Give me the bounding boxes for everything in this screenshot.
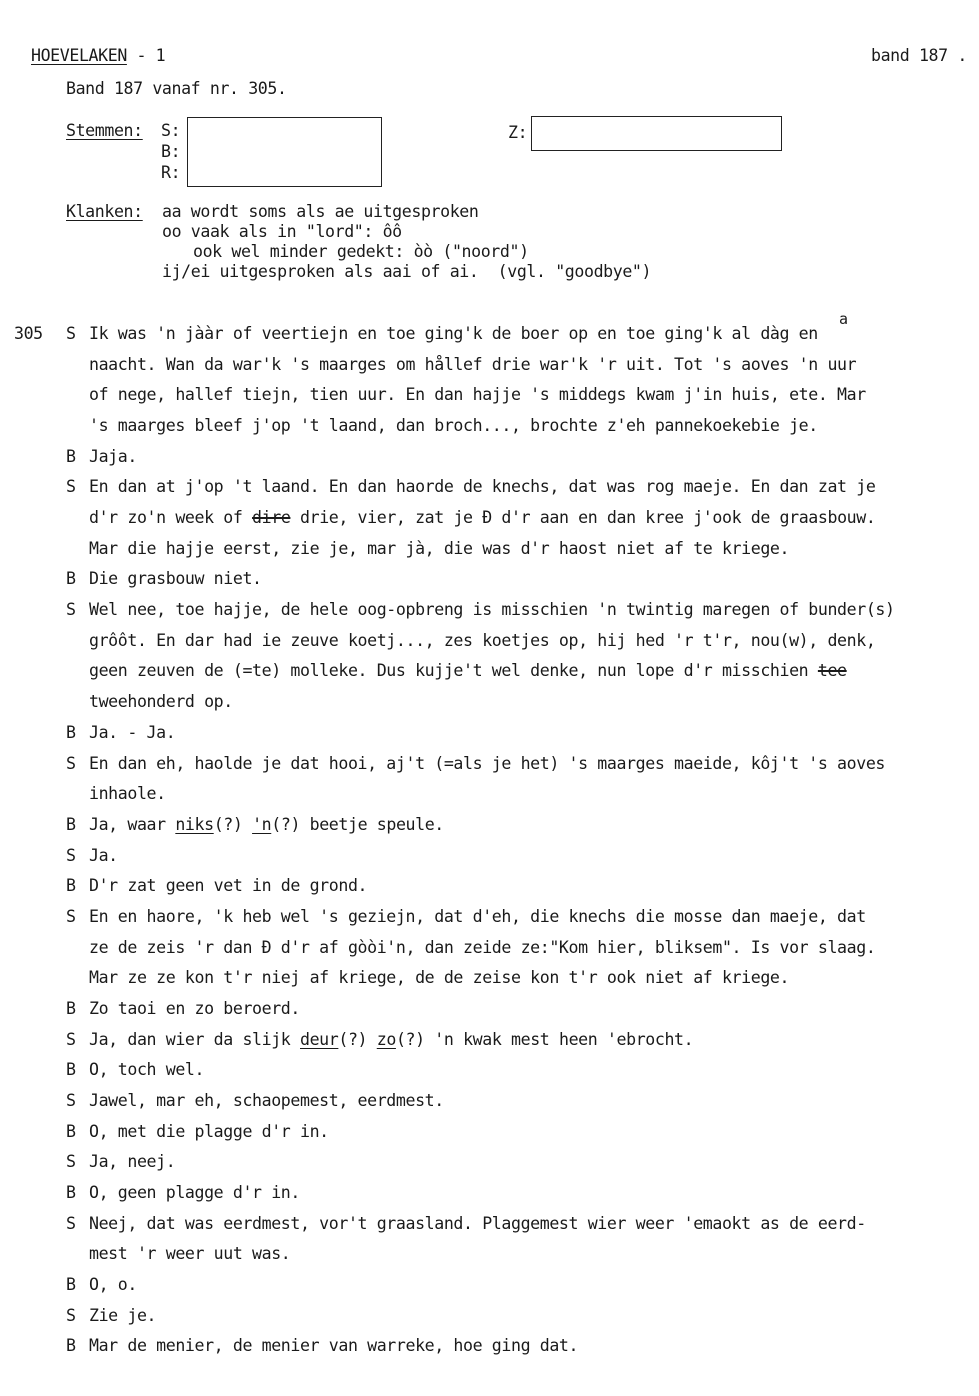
- line-text: En dan at j'op 't laand. En dan haorde de knechs, dat was rog maeje. En dan zat je: [89, 477, 876, 497]
- line-text: O, o.: [89, 1275, 137, 1295]
- line-text: Jaja.: [89, 446, 137, 466]
- line-text: of nege, hallef tiejn, tien uur. En dan hajje 's middegs kwam j'in huis, ete. Mar: [89, 385, 866, 405]
- uncertain-word: 'n: [252, 814, 272, 834]
- transcript-line: [89, 876, 367, 896]
- stemmen-box-right: [531, 116, 782, 151]
- line-text: tweehonderd op.: [89, 692, 233, 712]
- line-text: Ja. - Ja.: [89, 722, 176, 742]
- speaker-label: S: [66, 600, 76, 620]
- stemmen-box-left: [187, 117, 382, 187]
- accent-a-above: a: [839, 310, 848, 328]
- transcript-line: [89, 447, 137, 467]
- speaker-label: B: [66, 1183, 76, 1203]
- speaker-label: B: [66, 1275, 76, 1295]
- line-text: geen zeuven de (=te) molleke. Dus kujje't wel denke, nun lope d'r misschien: [89, 661, 809, 681]
- klanken-line-2: oo vaak als in "lord": ôô: [162, 222, 402, 241]
- line-text: grôôt. En dar had ie zeuve koetj..., zes koetjes op, hij hed 'r t'r, nou(w), denk,: [89, 630, 876, 650]
- transcript-line: [89, 569, 262, 589]
- transcript-line: [89, 661, 847, 681]
- line-text: Zie je.: [89, 1305, 157, 1325]
- line-text: O, toch wel.: [89, 1060, 205, 1080]
- line-text: D'r zat geen vet in de grond.: [89, 876, 368, 896]
- line-text: (?) 'n kwak mest heen 'ebrocht.: [395, 1029, 694, 1049]
- line-text: O, met die plagge d'r in.: [89, 1121, 329, 1141]
- transcript-line: [89, 1306, 156, 1326]
- fragment-number: 305: [14, 324, 43, 343]
- speaker-label: S: [66, 1091, 76, 1110]
- speaker-label: B: [66, 1336, 76, 1356]
- speaker-label: B: [66, 569, 76, 589]
- page-title: HOEVELAKEN: [31, 46, 127, 65]
- line-text: En en haore, 'k heb wel 's geziejn, dat d'eh, die knechs die mosse dan maeje, dat: [89, 906, 866, 926]
- speaker-label: B: [66, 814, 76, 834]
- stemmen-label: Stemmen:: [66, 121, 143, 140]
- space: [242, 508, 252, 527]
- transcript-line: [89, 846, 118, 866]
- transcript-line: [89, 1183, 300, 1203]
- speaker-label: B: [66, 446, 76, 466]
- transcript-line: [89, 416, 818, 436]
- subtitle: Band 187 vanaf nr. 305.: [66, 79, 287, 98]
- transcript-line: [89, 1152, 175, 1172]
- klanken-line-4: ij/ei uitgesproken als aai of ai. (vgl. "goodbye"): [162, 262, 652, 281]
- klanken-label: Klanken:: [66, 202, 143, 221]
- line-text: En dan eh, haolde je dat hooi, aj't (=als je het) 's maarges maeide, kôj't 's aoves: [89, 753, 885, 773]
- page-title-suffix: - 1: [126, 46, 166, 65]
- line-text: Mar ze ze kon t'r niej af kriege, de de zeise kon t'r ook niet af kriege.: [89, 968, 790, 988]
- line-text: (?) beetje speule.: [271, 814, 444, 834]
- klanken-line-3: ook wel minder gedekt: òò ("noord"): [193, 242, 529, 261]
- stemmen-s: S:: [161, 121, 181, 140]
- speaker-label: B: [66, 876, 76, 896]
- transcript-line: [89, 1336, 578, 1356]
- transcript-line: [89, 631, 875, 651]
- transcript-line: [89, 784, 166, 804]
- transcript-line: [89, 1030, 693, 1050]
- uncertain-word: zo: [376, 1029, 396, 1049]
- transcript-line: [89, 723, 175, 743]
- transcript-line: [89, 968, 789, 988]
- line-text: Ik was 'n jààr of veertiejn en toe ging'k de boer op en toe ging'k al dàg en: [89, 324, 818, 343]
- speaker-label: S: [66, 1152, 76, 1172]
- line-text: naacht. Wan da war'k 's maarges om hållef drie war'k 'r uit. Tot 's aoves 'n uur: [89, 354, 857, 374]
- struck-word: dire: [252, 508, 291, 528]
- klanken-line-1: aa wordt soms als ae uitgesproken: [162, 202, 479, 221]
- speaker-label: S: [66, 324, 76, 343]
- speaker-label: S: [66, 1029, 76, 1049]
- line-text: Ja.: [89, 845, 118, 865]
- line-text: (?): [213, 814, 253, 834]
- transcript-line: [89, 815, 444, 835]
- speaker-label: B: [66, 1121, 76, 1141]
- uncertain-word: deur: [300, 1029, 339, 1049]
- transcript-line: [89, 692, 233, 712]
- stemmen-z: Z:: [508, 123, 528, 142]
- transcript-line: [89, 1060, 204, 1080]
- line-text: Mar die hajje eerst, zie je, mar jà, die was d'r haost niet af te kriege.: [89, 538, 790, 558]
- transcript-line: [89, 355, 856, 375]
- line-text: Die grasbouw niet.: [89, 569, 262, 589]
- speaker-label: S: [66, 477, 76, 497]
- transcript-line: [89, 1244, 290, 1264]
- transcript-line: [89, 508, 875, 528]
- transcript-line: [89, 907, 866, 927]
- transcript-line: [89, 539, 789, 559]
- uncertain-word: niks: [175, 814, 214, 834]
- space: [808, 661, 818, 680]
- line-text: O, geen plagge d'r in.: [89, 1183, 300, 1203]
- transcript-line: [89, 999, 300, 1019]
- transcript-line: [89, 1214, 866, 1234]
- transcript-line: [89, 754, 885, 774]
- transcript-line: [89, 1275, 137, 1295]
- transcript-line: [89, 600, 895, 620]
- line-text: Neej, dat was eerdmest, vor't graasland. Plaggemest wier weer 'emaokt as de eerd-: [89, 1213, 866, 1233]
- speaker-label: B: [66, 998, 76, 1018]
- speaker-label: S: [66, 1213, 76, 1233]
- struck-word: tee: [817, 661, 847, 681]
- speaker-label: S: [66, 1305, 76, 1325]
- transcript-line: [89, 938, 875, 958]
- stemmen-r: R:: [161, 163, 181, 182]
- line-text: 's maarges bleef j'op 't laand, dan broch..., brochte z'eh pannekoekebie je.: [89, 416, 818, 436]
- line-text: Mar de menier, de menier van warreke, hoe ging dat.: [89, 1336, 579, 1356]
- line-text: ze de zeis 'r dan Ð d'r af gòòi'n, dan zeide ze:"Kom hier, bliksem". Is vor slaag.: [89, 937, 876, 957]
- line-text: Jawel, mar eh, schaopemest, eerdmest.: [89, 1091, 444, 1110]
- line-text: (?): [338, 1029, 377, 1049]
- line-text: Zo taoi en zo beroerd.: [89, 998, 300, 1018]
- transcript-line: [89, 324, 818, 344]
- line-text: Ja, waar: [89, 814, 176, 834]
- transcript-line: [89, 385, 866, 405]
- line-text: mest 'r weer uut was.: [89, 1244, 291, 1264]
- stemmen-b: B:: [161, 142, 181, 161]
- line-text: Ja, neej.: [89, 1152, 176, 1172]
- speaker-label: S: [66, 753, 76, 773]
- line-text: inhaole.: [89, 784, 166, 804]
- speaker-label: S: [66, 845, 76, 865]
- speaker-label: B: [66, 1060, 76, 1080]
- transcript-line: [89, 1091, 444, 1111]
- line-text: d'r zo'n week of: [89, 508, 243, 528]
- header-title-row: [31, 46, 165, 66]
- line-text: Wel nee, toe hajje, de hele oog-opbreng is misschien 'n twintig maregen of bunder(s): [89, 600, 895, 620]
- transcript-line: [89, 477, 875, 497]
- line-text: Ja, dan wier da slijk: [89, 1029, 300, 1049]
- transcript-line: [89, 1122, 329, 1142]
- speaker-label: S: [66, 906, 76, 926]
- band-label: band 187 .: [871, 46, 967, 65]
- line-text: drie, vier, zat je Ð d'r aan en dan kree j'ook de graasbouw.: [290, 508, 876, 528]
- speaker-label: B: [66, 722, 76, 742]
